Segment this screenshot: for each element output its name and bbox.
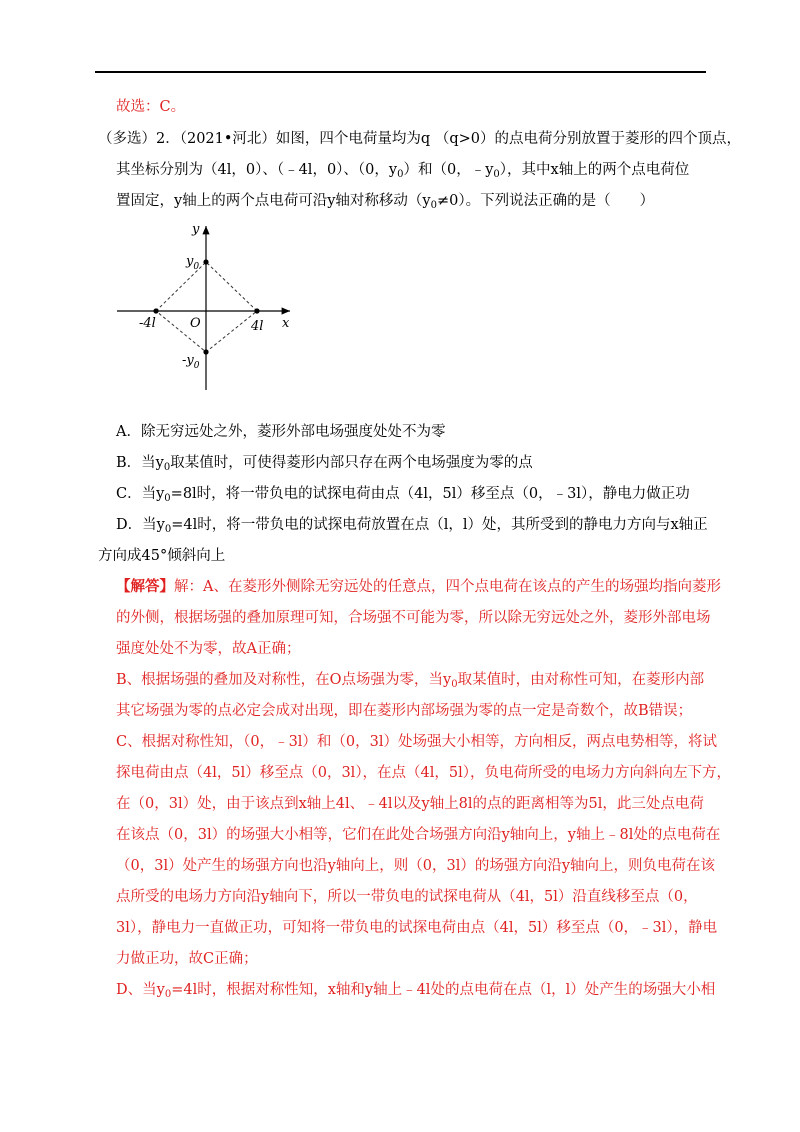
question-line-3-post: ≠0）。下列说法正确的是（ ） bbox=[436, 193, 655, 209]
question-line-3-sub: 0 bbox=[430, 200, 437, 211]
question-line-2 bbox=[116, 160, 689, 180]
question-line-1: （多选）2．（2021•河北）如图，四个电荷量均为q （q>0）的点电荷分别放置于菱形的四个顶点， bbox=[98, 131, 741, 147]
y-axis-label: y bbox=[192, 222, 200, 237]
neg-y0-label-sub: 0 bbox=[193, 361, 200, 371]
charge-bottom bbox=[203, 349, 208, 354]
solution-line-4 bbox=[116, 670, 704, 690]
x-axis-label: x bbox=[282, 316, 290, 331]
solution-tag: 【解答】 bbox=[116, 578, 174, 595]
solution-line-14-sub: 0 bbox=[164, 989, 172, 1000]
origin-label: O bbox=[190, 316, 201, 331]
option-d-sub: 0 bbox=[164, 524, 172, 535]
solution-line-4-pre: B、根据场强的叠加及对称性，在O点场强为零，当y bbox=[116, 672, 452, 688]
neg-y0-label-main: -y bbox=[182, 353, 194, 368]
option-b-post: 取某值时，可使得菱形内部只存在两个电场强度为零的点 bbox=[170, 455, 533, 471]
question-line-3-pre: 置固定，y轴上的两个点电荷可沿y轴对称移动（y bbox=[116, 193, 431, 209]
header-rule bbox=[95, 71, 706, 73]
option-b bbox=[116, 453, 533, 473]
question-line-2-sub: 0 bbox=[397, 169, 404, 180]
option-c-sub: 0 bbox=[164, 493, 171, 504]
solution-line-14-post: =4l时，根据对称性知，x轴和y轴上﹣4l处的点电荷在点（l，l）处产生的场强大小相 bbox=[171, 982, 716, 998]
solution-line-2: 的外侧，根据场强的叠加原理可知，合场强不可能为零，所以除无穷远处之外，菱形外部电场 bbox=[116, 610, 711, 626]
solution-line-14-pre: D、当y bbox=[116, 982, 165, 998]
y0-label bbox=[185, 254, 199, 272]
question-line-2-end: ），其中x轴上的两个点电荷位 bbox=[499, 162, 690, 178]
solution-line-4-post: 取某值时，由对称性可知，在菱形内部 bbox=[457, 672, 705, 688]
option-d-pre: D．当y bbox=[116, 517, 165, 533]
solution-line-5: 其它场强为零的点必定会成对出现，即在菱形内部场强为零的点一定是奇数个，故B错误； bbox=[116, 703, 693, 719]
charge-left bbox=[153, 308, 158, 313]
solution-line-1-text: 解：A、在菱形外侧除无穷远处的任意点，四个点电荷在该点的产生的场强均指向菱形 bbox=[174, 579, 721, 595]
solution-line-1 bbox=[116, 577, 721, 597]
solution-line-14 bbox=[116, 980, 715, 1000]
pos-4l-label: 4l bbox=[251, 319, 264, 334]
neg-4l-label: -4l bbox=[139, 316, 156, 331]
charge-right bbox=[254, 308, 259, 313]
option-c-pre: C．当y bbox=[116, 486, 165, 502]
question-line-2-sub2: 0 bbox=[493, 169, 500, 180]
y0-label-main: y bbox=[186, 254, 194, 269]
solution-line-13: 力做正功，故C正确； bbox=[116, 951, 258, 967]
option-d-line-2: 方向成45°倾斜向上 bbox=[98, 548, 226, 564]
solution-line-8: 在（0，3l）处，由于该点到x轴上4l、﹣4l以及y轴上8l的点的距离相等为5l，此三处点电荷 bbox=[116, 796, 704, 812]
option-b-sub: 0 bbox=[163, 462, 171, 473]
option-c-post: =8l时，将一带负电的试探电荷由点（4l，5l）移至点（0，﹣3l），静电力做正功 bbox=[170, 486, 690, 502]
solution-line-6: C、根据对称性知，（0，﹣3l）和（0，3l）处场强大小相等，方向相反，两点电势相等，将试 bbox=[116, 734, 718, 750]
neg-y0-label bbox=[182, 353, 200, 371]
option-c bbox=[116, 484, 690, 504]
question-line-2-pre: 其坐标分别为（4l，0）、（﹣4l，0）、（0，y bbox=[116, 162, 398, 178]
question-line-3 bbox=[116, 191, 654, 211]
solution-line-10: （0，3l）处产生的场强方向也沿y轴向上，则（0，3l）的场强方向沿y轴向上，则负电荷在该 bbox=[116, 858, 716, 874]
solution-line-11: 点所受的电场力方向沿y轴向下，所以一带负电的试探电荷从（4l，5l）沿直线移至点（0， bbox=[116, 889, 698, 905]
question-line-2-post: ）和（0，﹣y bbox=[403, 162, 494, 178]
y0-label-sub: 0 bbox=[193, 262, 200, 272]
option-b-pre: B．当y bbox=[116, 455, 164, 471]
charge-top bbox=[203, 259, 208, 264]
solution-line-12: 3l），静电力一直做正功，可知将一带负电的试探电荷由点（4l，5l）移至点（0，﹣3l），静电 bbox=[116, 920, 718, 936]
solution-line-4-sub: 0 bbox=[451, 679, 458, 690]
option-a: A．除无穷远处之外，菱形外部电场强度处处不为零 bbox=[116, 424, 446, 440]
solution-line-9: 在该点（0，3l）的场强大小相等，它们在此处合场强方向沿y轴向上，y轴上﹣8l处的点电荷在 bbox=[116, 827, 721, 843]
rhombus-charge-diagram bbox=[112, 218, 297, 393]
solution-line-7: 探电荷由点（4l，5l）移至点（0，3l），在点（4l，5l），负电荷所受的电场力方向斜向左下方， bbox=[116, 765, 732, 781]
option-d bbox=[116, 515, 708, 535]
option-d-post: =4l时，将一带负电的试探电荷放置在点（l，l）处，其所受到的静电力方向与x轴正 bbox=[171, 517, 708, 533]
solution-line-3: 强度处处不为零，故A正确； bbox=[116, 641, 301, 657]
previous-answer: 故选：C。 bbox=[116, 99, 186, 115]
